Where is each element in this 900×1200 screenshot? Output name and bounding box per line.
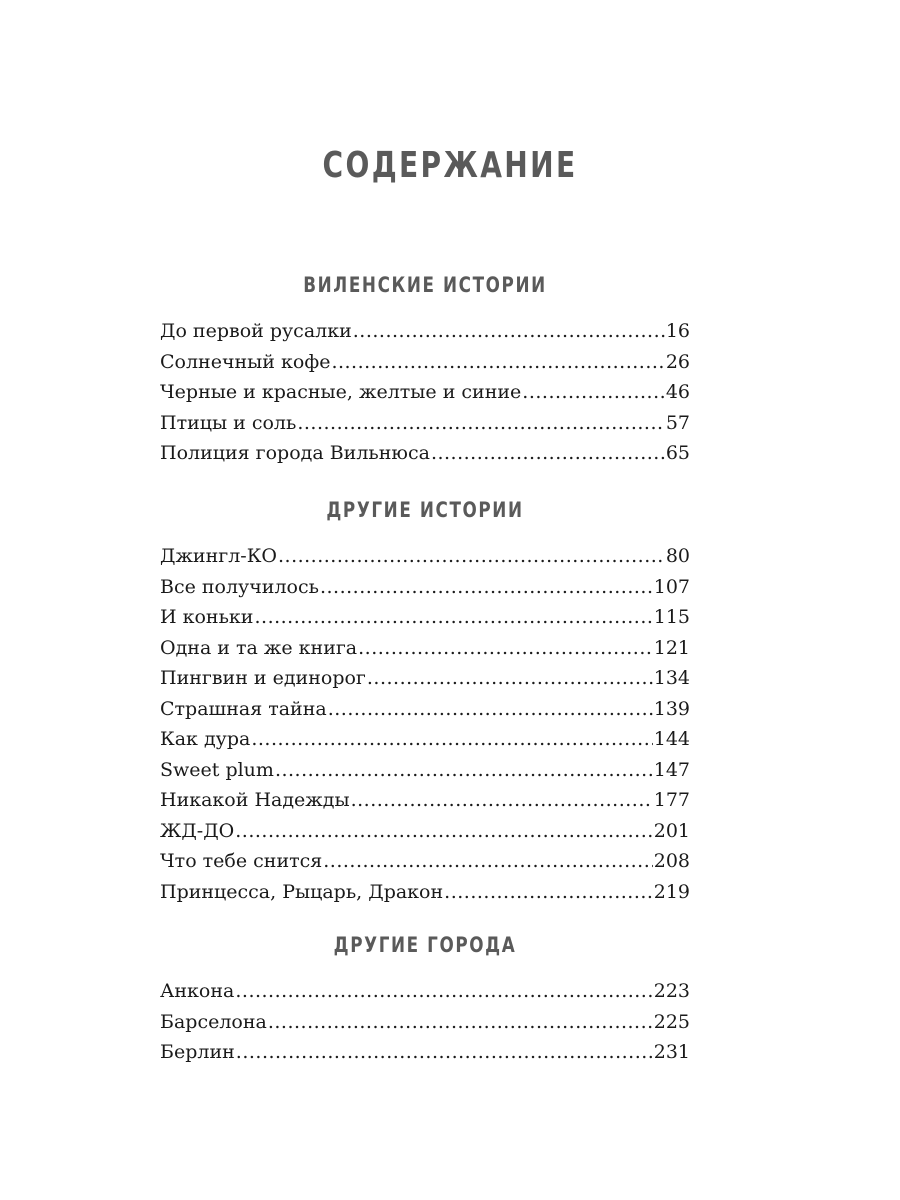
toc-entry[interactable] [160, 408, 690, 439]
toc-entry[interactable] [160, 785, 690, 816]
page-number: 107 [653, 575, 690, 598]
toc-entry[interactable] [160, 347, 690, 378]
dot-leader [275, 755, 653, 786]
dot-leader [353, 316, 665, 347]
entry-title: Берлин [160, 1041, 235, 1063]
toc-entry[interactable] [160, 1007, 690, 1038]
dot-leader [297, 408, 664, 439]
toc-list [160, 541, 690, 907]
dot-leader [331, 347, 664, 378]
toc-entry[interactable] [160, 438, 690, 469]
section-title: ВИЛЕНСКИЕ ИСТОРИИ [303, 273, 547, 297]
toc-list [160, 976, 690, 1068]
entry-title: Полиция города Вильнюса [160, 442, 430, 464]
page-number: 147 [653, 758, 690, 781]
page-number: 139 [653, 697, 690, 720]
toc-entry[interactable] [160, 877, 690, 908]
entry-title: Sweet plum [160, 758, 274, 781]
page-number: 201 [653, 819, 690, 842]
dot-leader [278, 541, 665, 572]
page-number: 16 [665, 320, 690, 342]
page-number: 46 [665, 381, 690, 403]
page-number: 65 [665, 442, 690, 464]
page-number: 208 [653, 850, 690, 872]
toc-entry[interactable] [160, 976, 690, 1007]
page-number: 57 [665, 411, 690, 434]
dot-leader [328, 694, 653, 725]
page-number: 223 [653, 980, 690, 1002]
toc-entry[interactable] [160, 377, 690, 408]
dot-leader [323, 846, 652, 877]
dot-leader [236, 1037, 653, 1068]
entry-title: Анкона [160, 980, 235, 1002]
toc-entry[interactable] [160, 541, 690, 572]
entry-title: Черные и красные, желтые и синие [160, 381, 522, 403]
entry-title: И коньки [160, 606, 254, 628]
page-number: 134 [653, 667, 690, 689]
dot-leader [522, 377, 665, 408]
page-title: СОДЕРЖАНИЕ [322, 145, 578, 186]
page-number: 177 [653, 789, 690, 811]
dot-leader [358, 633, 653, 664]
entry-title: ЖД-ДО [160, 819, 235, 842]
dot-leader [431, 438, 665, 469]
page-number: 26 [665, 350, 690, 373]
toc-entry[interactable] [160, 602, 690, 633]
toc-entry[interactable] [160, 1037, 690, 1068]
entry-title: До первой русалки [160, 320, 352, 342]
dot-leader [367, 663, 653, 694]
dot-leader [268, 1007, 653, 1038]
entry-title: Страшная тайна [160, 697, 327, 720]
page-number: 115 [653, 606, 690, 628]
entry-title: Как дура [160, 728, 251, 750]
entry-title: Солнечный кофе [160, 350, 331, 373]
dot-leader [254, 602, 652, 633]
entry-title: Все получилось [160, 575, 319, 598]
entry-title: Пингвин и единорог [160, 667, 366, 689]
dot-leader [235, 816, 652, 847]
page-number: 121 [653, 636, 690, 659]
page-number: 80 [665, 545, 690, 567]
page-number: 225 [653, 1010, 690, 1033]
entry-title: Джингл-КО [160, 545, 277, 567]
section-title: ДРУГИЕ ГОРОДА [333, 933, 517, 957]
dot-leader [251, 724, 652, 755]
toc-entry[interactable] [160, 663, 690, 694]
entry-title: Что тебе снится [160, 850, 323, 872]
dot-leader [351, 785, 653, 816]
toc-entry[interactable] [160, 846, 690, 877]
toc-section-other-stories [160, 495, 690, 907]
page-number: 144 [653, 728, 690, 750]
toc-entry[interactable] [160, 694, 690, 725]
entry-title: Птицы и соль [160, 411, 297, 434]
toc-entry[interactable] [160, 316, 690, 347]
page-number: 231 [653, 1041, 690, 1063]
toc-entry[interactable] [160, 755, 690, 786]
entry-title: Одна и та же книга [160, 636, 358, 659]
toc-entry[interactable] [160, 633, 690, 664]
toc-entry[interactable] [160, 816, 690, 847]
toc-list [160, 316, 690, 469]
entry-title: Барселона [160, 1010, 267, 1033]
page-number: 219 [653, 880, 690, 903]
dot-leader [235, 976, 652, 1007]
dot-leader [320, 572, 653, 603]
section-title: ДРУГИЕ ИСТОРИИ [326, 498, 524, 522]
entry-title: Никакой Надежды [160, 789, 350, 811]
toc-entry[interactable] [160, 572, 690, 603]
toc-section-vilnius-stories [160, 270, 690, 469]
toc-section-other-cities [160, 930, 690, 1068]
entry-title: Принцесса, Рыцарь, Дракон [160, 880, 444, 903]
toc-entry[interactable] [160, 724, 690, 755]
dot-leader [444, 877, 653, 908]
